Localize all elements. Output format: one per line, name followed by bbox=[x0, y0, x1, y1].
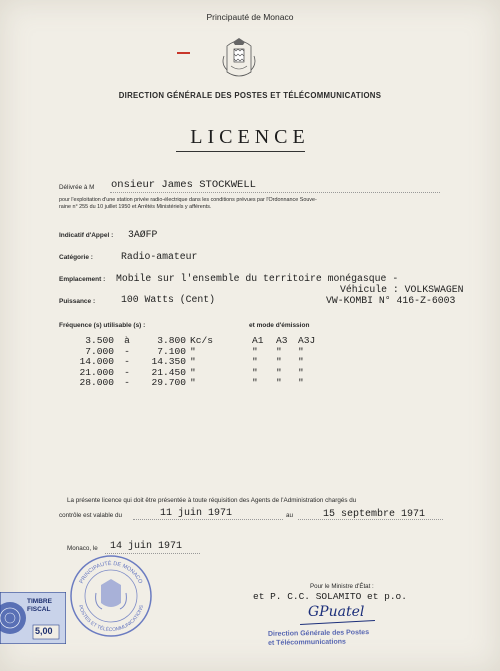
svg-text:POSTES ET TÉLÉCOMMUNICATIONS: POSTES ET TÉLÉCOMMUNICATIONS bbox=[76, 604, 146, 634]
frequency-cell-m3: " bbox=[298, 345, 304, 357]
valid-from-date: 11 juin 1971 bbox=[160, 508, 233, 519]
frequency-cell-m3: " bbox=[298, 356, 304, 368]
place-label: Monaco, le bbox=[67, 545, 98, 552]
frequency-cell-m1: " bbox=[252, 366, 258, 378]
location-value: Mobile sur l'ensemble du territoire monégasque - bbox=[116, 273, 399, 284]
location-label: Emplacement : bbox=[59, 276, 106, 283]
frequency-cell-to: 29.700 bbox=[151, 377, 186, 389]
frequency-cell-sep: - bbox=[124, 377, 130, 389]
power-label: Puissance : bbox=[59, 298, 96, 305]
mode-label: et mode d'émission bbox=[249, 322, 310, 329]
frequency-cell-sep: - bbox=[124, 356, 130, 368]
frequency-cell-to: 14.350 bbox=[151, 356, 186, 368]
purpose-line-2: raine n° 255 du 10 juillet 1950 et Arrêtés Ministériels y afférents. bbox=[59, 204, 212, 210]
fiscal-line-2: FISCAL bbox=[27, 606, 51, 613]
frequency-cell-from: 21.000 bbox=[79, 366, 114, 378]
frequency-cell-m1: " bbox=[252, 345, 258, 357]
frequency-cell-to: 21.450 bbox=[151, 366, 186, 378]
frequency-cell-m2: " bbox=[276, 366, 282, 378]
purpose-line-1: pour l'exploitation d'une station privée radio-électrique dans les conditions prévues par l'Ordonnance Souve- bbox=[59, 197, 317, 203]
signature-flourish bbox=[300, 620, 375, 625]
frequency-cell-unit: " bbox=[190, 345, 196, 357]
frequency-cell-m2: A3 bbox=[276, 335, 288, 346]
frequency-cell-m3: " bbox=[298, 377, 304, 389]
frequency-cell-unit: " bbox=[190, 377, 196, 389]
signature-date: 14 juin 1971 bbox=[110, 541, 183, 552]
red-mark bbox=[177, 52, 190, 54]
frequency-cell-m2: " bbox=[276, 345, 282, 357]
frequency-cell-m3: " bbox=[298, 366, 304, 378]
issued-to-label: Délivrée à M bbox=[59, 184, 95, 191]
frequency-cell-from: 28.000 bbox=[79, 377, 114, 389]
document-title: LICENCE bbox=[190, 126, 310, 148]
fiscal-stamp bbox=[0, 592, 66, 644]
handwritten-signature: GPuatel bbox=[308, 604, 365, 620]
frequency-label: Fréquence (s) utilisable (s) : bbox=[59, 322, 146, 329]
validity-line-1: La présente licence qui doit être présentée à toute réquisition des Agents de l'Administration chargés du bbox=[67, 497, 357, 504]
minister-label: Pour le Ministre d'État : bbox=[310, 583, 374, 590]
signatory-name: et P. C.C. SOLAMITO et p.o. bbox=[253, 591, 407, 602]
frequency-cell-m1: A1 bbox=[252, 335, 264, 346]
power-value: 100 Watts (Cent) bbox=[121, 294, 216, 305]
frequency-cell-unit: " bbox=[190, 356, 196, 368]
principality-heading: Principauté de Monaco bbox=[206, 12, 294, 22]
validity-line-2: contrôle est valable du bbox=[59, 512, 123, 519]
frequency-cell-unit: Kc/s bbox=[190, 335, 214, 346]
category-value: Radio-amateur bbox=[121, 251, 198, 262]
frequency-cell-m3: A3J bbox=[298, 335, 316, 346]
frequency-cell-m1: " bbox=[252, 377, 258, 389]
frequency-cell-to: 7.100 bbox=[157, 345, 186, 357]
category-label: Catégorie : bbox=[59, 254, 93, 261]
frequency-cell-unit: " bbox=[190, 366, 196, 378]
direction-heading: DIRECTION GÉNÉRALE DES POSTES ET TÉLÉCOMMUNICATIONS bbox=[118, 91, 382, 100]
round-seal-stamp bbox=[68, 553, 154, 639]
au-label: au bbox=[286, 512, 294, 519]
holder-name: onsieur James STOCKWELL bbox=[111, 179, 256, 191]
title-underline bbox=[176, 151, 305, 152]
name-dotted-line bbox=[110, 192, 440, 193]
callsign-label: Indicatif d'Appel : bbox=[59, 232, 114, 239]
valid-to-date: 15 septembre 1971 bbox=[323, 509, 426, 520]
frequency-cell-sep: - bbox=[124, 366, 130, 378]
frequency-cell-from: 14.000 bbox=[79, 356, 114, 368]
frequency-cell-m2: " bbox=[276, 377, 282, 389]
fiscal-line-1: TIMBRE bbox=[27, 598, 52, 605]
vehicle-line-2: VW-KOMBI N° 416-Z-6003 bbox=[326, 295, 456, 306]
monaco-crest-icon bbox=[219, 36, 259, 80]
svg-text:PRINCIPAUTÉ DE MONACO: PRINCIPAUTÉ DE MONACO bbox=[78, 560, 144, 585]
frequency-cell-from: 3.500 bbox=[85, 335, 114, 346]
frequency-cell-sep: à bbox=[124, 335, 130, 346]
frequency-cell-sep: - bbox=[124, 345, 130, 357]
frequency-cell-m1: " bbox=[252, 356, 258, 368]
fiscal-value: 5,00 bbox=[35, 626, 53, 636]
vehicle-line-1: Véhicule : VOLKSWAGEN bbox=[340, 284, 464, 295]
administration-stamp: Direction Générale des Postes et Télécommunications bbox=[267, 629, 370, 647]
frequency-cell-m2: " bbox=[276, 356, 282, 368]
callsign-value: 3AØFP bbox=[128, 229, 158, 240]
frequency-cell-to: 3.800 bbox=[157, 335, 186, 346]
from-dotted-line bbox=[133, 519, 283, 520]
frequency-cell-from: 7.000 bbox=[85, 345, 114, 357]
